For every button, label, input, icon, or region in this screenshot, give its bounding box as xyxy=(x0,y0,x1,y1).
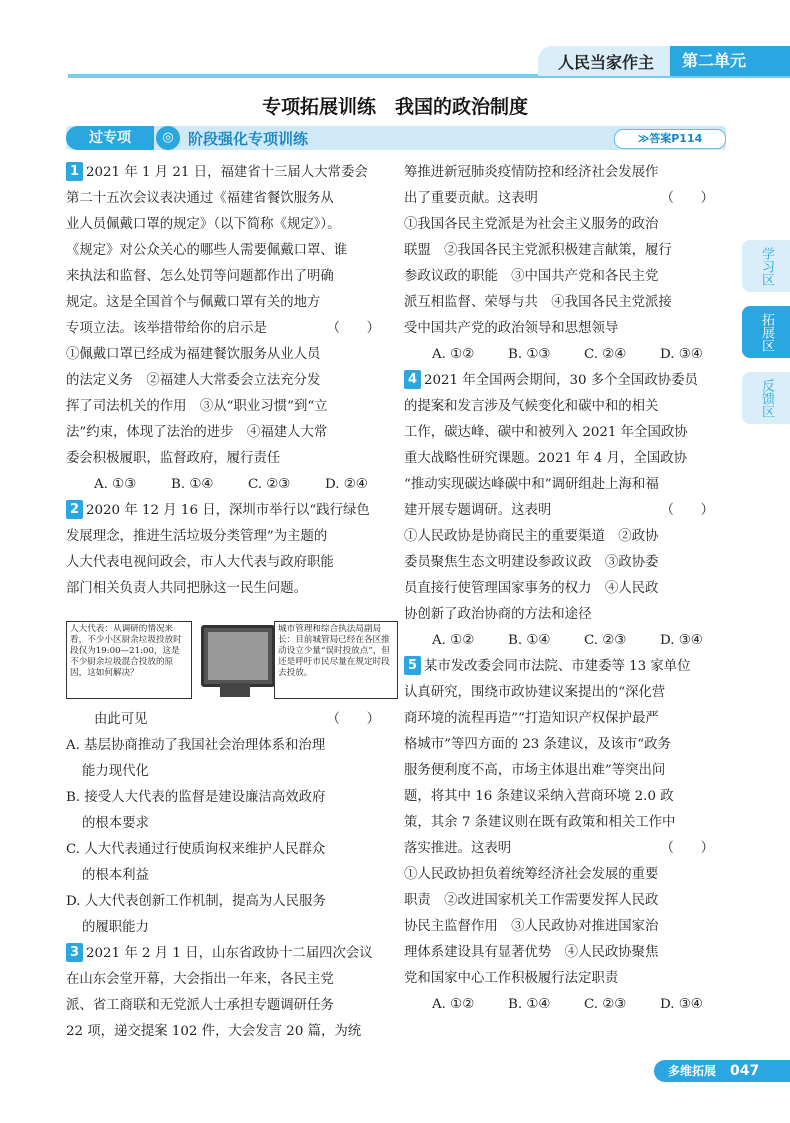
options-row xyxy=(404,628,736,654)
answer-blank[interactable]: （ ） xyxy=(326,712,380,727)
side-tab-extend[interactable]: 拓展区 xyxy=(742,306,790,358)
answer-blank[interactable]: （ ） xyxy=(660,841,714,856)
page-title: 专项拓展训练 我国的政治制度 xyxy=(261,96,528,118)
question-4: 4 2021 年全国两会期间，30 多个全国政协委员 的提案和发言涉及气候变化和碳中和的相关 工作，碳达峰、碳中和被列入 2021 年全国政协 重大战略性研究课题。2021 年 4 月，全国政协 “推动实现碳达峰碳中和”调研组赴上海和福 建开展专题调研。这表明 （ ） ①人民政协是协商民主的重要渠道 ②政协 委员聚焦生态文明建设参政议政 ③政协委 员直接行使管理国家事务的权力 ④人民政 协创新了政治协商的方法和途径 A. ①② B. ①④ C. ②③ D. ③④ xyxy=(404,368,736,654)
speech-bubble-official: 城市管理和综合执法局副局长：目前城管局已经在各区推动设立少量“误时投放点”，但还是呼吁市民尽量在规定时段去投放。 xyxy=(274,621,398,699)
side-tab-feedback[interactable]: 反馈区 xyxy=(742,372,790,424)
question-1: 1 2021 年 1 月 21 日，福建省十三届人大常委会 第二十五次会议表决通过《福建省餐饮服务从 业人员佩戴口罩的规定》（以下简称《规定》）。 《规定》对公众关心的哪些人需要佩戴口罩、谁 来执法和监督、怎么处罚等问题都作出了明确 规定。这是全国首个与佩戴口罩有关的地方 专项立法。该举措带给你的启示是 （ ） ①佩戴口罩已经成为福建餐饮服务从业人员 的法定义务 ②福建人大常委会立法充分发 挥了司法机关的作用 ③从“职业习惯”到“立 法”约束，体现了法治的进步 ④福建人大常 委会积极履职，监督政府，履行责任 A. ①③ B. ①④ C. ②③ D. ②④ xyxy=(66,160,402,498)
option-a[interactable]: A. ①③ xyxy=(94,477,137,492)
footer-label: 多维拓展 xyxy=(668,1064,717,1078)
option-d[interactable]: D. ②④ xyxy=(325,477,368,492)
section-title: 阶段强化专项训练 xyxy=(188,130,309,148)
option-c[interactable]: C. ②④ xyxy=(584,347,627,362)
option-b[interactable]: B. ①④ xyxy=(171,477,214,492)
option-b[interactable]: B. 接受人大代表的监督是建设廉洁高效政府 的根本要求 xyxy=(66,790,326,831)
answer-blank[interactable]: （ ） xyxy=(660,503,714,518)
page-footer xyxy=(654,1060,790,1082)
side-tab-study[interactable]: 学习区 xyxy=(742,240,790,292)
option-c[interactable]: C. ②③ xyxy=(584,997,627,1012)
option-d[interactable]: D. 人大代表创新工作机制，提高为人民服务 的履职能力 xyxy=(66,894,326,935)
answer-blank[interactable]: （ ） xyxy=(326,321,380,336)
question-5: 5 某市发改委会同市法院、市建委等 13 家单位 认真研究，围绕市政协建议案提出的“深化营 商环境的流程再造”“打造知识产权保护最严 格城市”等四方面的 23 条建议，及该市“政务 服务便利度不高，市场主体退出难”等突出问 题，将其中 16 条建议采纳入营商环境 2.0 政 策，其余 7 条建议则在既有政策和相关工作中 落实推进。这表明 （ ） ①人民政协担负着统筹经济社会发展的重要 职责 ②改进国家机关工作需要发挥人民政 协民主监督作用 ③人民政协对推进国家治 理体系建设具有显著优势 ④人民政协聚焦 党和国家中心工作积极履行法定职责 A. ①② B. ①④ C. ②③ D. ③④ xyxy=(404,654,736,1018)
speech-bubble-deputy: 人大代表：从调研的情况来看，不少小区厨余垃圾投放时段仅为19:00—21:00，这是不少厨余垃圾混合投放的原因，这如何解决？ xyxy=(66,621,192,699)
answer-blank[interactable]: （ ） xyxy=(660,191,714,206)
question-3: 3 2021 年 2 月 1 日，山东省政协十二届四次会议 在山东会堂开幕，大会指出一年来，各民主党 派、省工商联和无党派人士承担专题调研任务 22 项，递交提案 102 件，大会发言 20 篇，为统 xyxy=(66,945,373,1039)
question-number: 2 xyxy=(66,500,83,519)
target-icon: ◎ xyxy=(156,126,180,150)
options-row xyxy=(404,992,736,1018)
left-column xyxy=(66,160,402,602)
question-number: 4 xyxy=(404,370,421,389)
option-d[interactable]: D. ③④ xyxy=(660,997,703,1012)
option-a[interactable]: A. 基层协商推动了我国社会治理体系和治理 能力现代化 xyxy=(66,738,326,779)
option-d[interactable]: D. ③④ xyxy=(660,347,703,362)
options-row xyxy=(404,342,736,368)
question-2: 2 2020 年 12 月 16 日，深圳市举行以“践行绿色 发展理念，推进生活垃圾分类管理”为主题的 人大代表电视问政会，市人大代表与政府职能 部门相关负责人共同把脉这一民生问题。 xyxy=(66,502,370,596)
cartoon-illustration xyxy=(66,621,400,703)
option-d[interactable]: D. ③④ xyxy=(660,633,703,648)
options-row xyxy=(66,472,402,498)
question-number: 3 xyxy=(66,943,83,962)
unit-name: 人民当家作主 xyxy=(558,53,655,72)
option-a[interactable]: A. ①② xyxy=(432,633,475,648)
option-b[interactable]: B. ①④ xyxy=(508,633,551,648)
option-a[interactable]: A. ①② xyxy=(432,347,475,362)
option-c[interactable]: C. ②③ xyxy=(248,477,291,492)
option-b[interactable]: B. ①③ xyxy=(508,347,551,362)
section-label: 过专项 xyxy=(66,126,154,150)
option-c[interactable]: C. ②③ xyxy=(584,633,627,648)
left-column-continued: 由此可见 （ ） A. 基层协商推动了我国社会治理体系和治理 能力现代化 B. 接受人大代表的监督是建设廉洁高效政府 的根本要求 C. 人大代表通过行使质询权来维护人民群众 的根本利益 D. 人大代表创新工作机制，提高为人民服务 的履职能力 3 2021 年 2 月 1 日，山东省政协十二届四次会议 在山东会堂开幕，大会指出一年来，各民主党 派、省工商联和无党派人士承担专题调研任务 22 项，递交提案 102 件，大会发言 20 篇，为统 xyxy=(66,707,402,1045)
question-number: 5 xyxy=(404,656,421,675)
option-c[interactable]: C. 人大代表通过行使质询权来维护人民群众 的根本利益 xyxy=(66,842,326,883)
question-number: 1 xyxy=(66,162,83,181)
option-a[interactable]: A. ①② xyxy=(432,997,475,1012)
option-b[interactable]: B. ①④ xyxy=(508,997,551,1012)
tv-icon xyxy=(201,625,275,687)
unit-number: 第二单元 xyxy=(670,46,790,76)
answer-reference-link[interactable]: ≫答案P114 xyxy=(614,129,726,149)
right-column: 筹推进新冠肺炎疫情防控和经济社会发展作 出了重要贡献。这表明 （ ） ①我国各民主党派是为社会主义服务的政治 联盟 ②我国各民主党派积极建言献策，履行 参政议政的职能 ③中国共产党和各民主党 派互相监督、荣辱与共 ④我国各民主党派接 受中国共产党的政治领导和思想领导 A. ①② B. ①③ C. ②④ D. ③④ 4 2021 年全国两会期间，30 多个全国政协委员 的提案和发言涉及气候变化和碳中和的相关 工作，碳达峰、碳中和被列入 2021 年全国政协 重大战略性研究课题。2021 年 4 月，全国政协 “推动实现碳达峰碳中和”调研组赴上海和福 建开展专题调研。这表明 （ ） ①人民政协是协商民主的重要渠道 ②政协 委员聚焦生态文明建设参政议政 ③政协委 员直接行使管理国家事务的权力 ④人民政 协创新了政治协商的方法和途径 A. ①② B. ①④ C. ②③ D. ③④ 5 某市发改委会同市法院、市建委等 13 家单位 认真研究，围绕市政协建议案提出的“深化营 商环境的流程再造”“打造知识产权保护最严 格城市”等四方面的 23 条建议，及该市“政务 服务便利度不高，市场主体退出难”等突出问 题，将其中 16 条建议采纳入营商环境 2.0 政 策，其余 7 条建议则在既有政策和相关工作中 落实推进。这表明 （ ） ①人民政协担负着统筹经济社会发展的重要 职责 ②改进国家机关工作需要发挥人民政 协民主监督作用 ③人民政协对推进国家治 理体系建设具有显著优势 ④人民政协聚焦 党和国家中心工作积极履行法定职责 A. ①② B. ①④ C. ②③ D. ③④ xyxy=(404,160,736,1018)
page-number: 047 xyxy=(730,1063,760,1079)
